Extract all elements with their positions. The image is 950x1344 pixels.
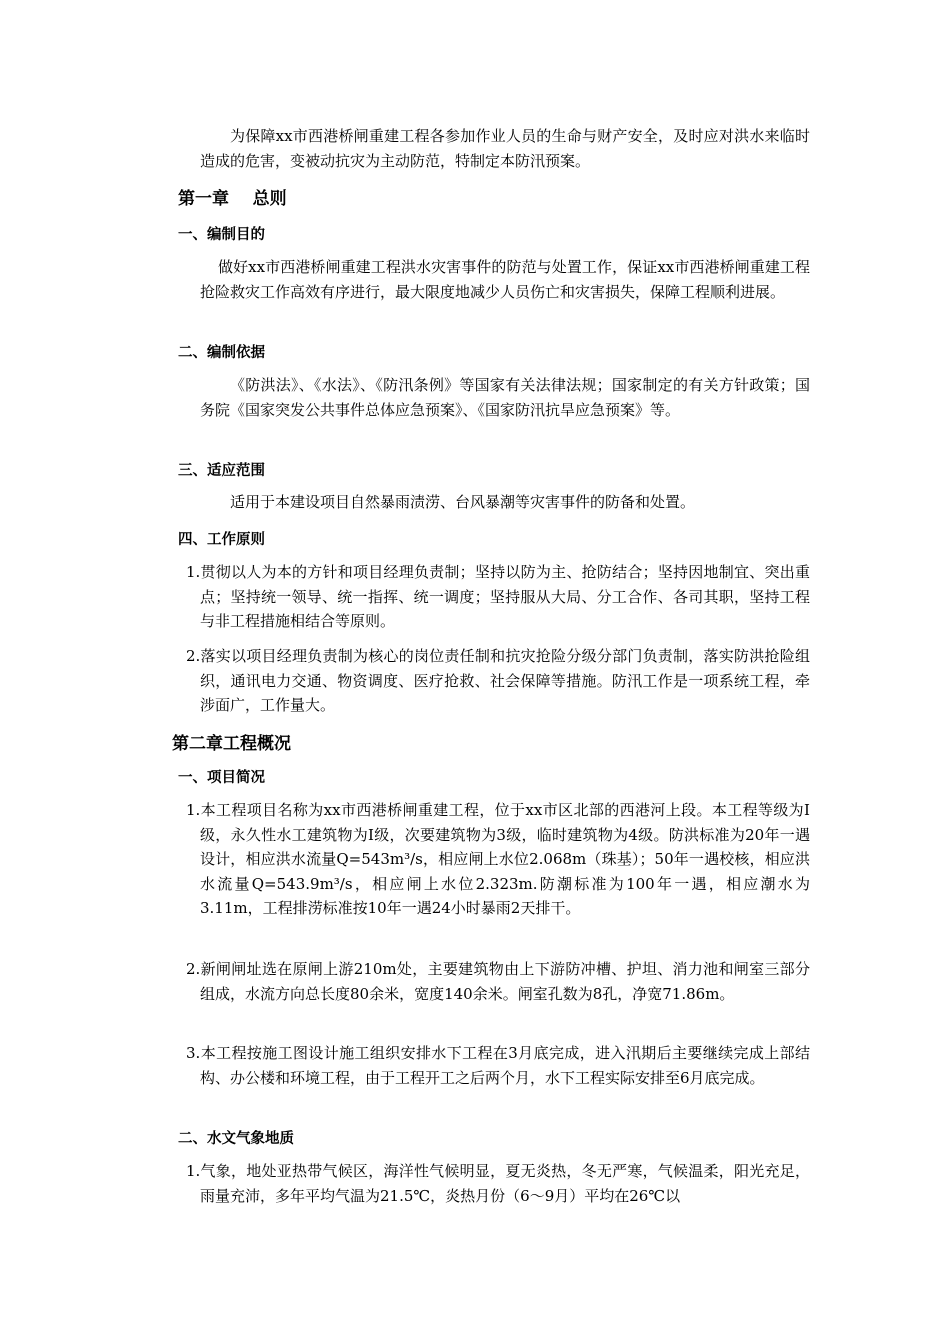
section-hydrology-heading: 二、水文气象地质	[178, 1131, 294, 1147]
chapter-1-title: 第一章 总则	[178, 189, 287, 209]
section-overview-heading: 一、项目简况	[178, 770, 265, 786]
section-basis-heading: 二、编制依据	[178, 345, 265, 361]
section-scope-text: 适用于本建设项目自然暴雨渍涝、台风暴潮等灾害事件的防备和处置。	[230, 493, 696, 511]
overview-item-2: 2.新闸闸址选在原闸上游210m处，主要建筑物由上下游防冲槽、护坦、消力池和闸室三部分组成，水流方向总长度80余米，宽度140余米。闸室孔数为8孔，净宽71.86m。	[186, 960, 810, 1003]
section-principles-heading: 四、工作原则	[178, 532, 265, 548]
overview-item-1: 1.本工程项目名称为xx市西港桥闸重建工程，位于xx市区北部的西港河上段。本工程等级为Ⅰ级，永久性水工建筑物为Ⅰ级，次要建筑物为3级，临时建筑物为4级。防洪标准为20年一遇设计，相应洪水流量Q=543m³/s，相应闸上水位2.068m（珠基）；50年一遇校核，相应洪水流量Q=543.9m³/s，相应闸上水位2.323m.防潮标准为100年一遇，相应潮水为3.11m，工程排涝标准按10年一遇24小时暴雨2天排干。	[186, 801, 810, 917]
section-basis-text: 《防洪法》、《水法》、《防汛条例》等国家有关法律法规；国家制定的有关方针政策；国务院《国家突发公共事件总体应急预案》、《国家防汛抗旱应急预案》等。	[200, 376, 810, 419]
intro-paragraph: 为保障xx市西港桥闸重建工程各参加作业人员的生命与财产安全，及时应对洪水来临时造成的危害，变被动抗灾为主动防范，特制定本防汛预案。	[200, 127, 810, 170]
chapter-2-title: 第二章工程概况	[172, 734, 291, 754]
section-purpose-heading: 一、编制目的	[178, 227, 265, 243]
section-purpose-text: 做好xx市西港桥闸重建工程洪水灾害事件的防范与处置工作，保证xx市西港桥闸重建工程抢险救灾工作高效有序进行，最大限度地减少人员伤亡和灾害损失，保障工程顺利进展。	[200, 258, 810, 301]
principles-item-1: 1.贯彻以人为本的方针和项目经理负责制；坚持以防为主、抢防结合；坚持因地制宜、突出重点；坚持统一领导、统一指挥、统一调度；坚持服从大局、分工合作、各司其职，坚持工程与非工程措施相结合等原则。	[186, 563, 810, 630]
section-scope-heading: 三、适应范围	[178, 463, 265, 479]
hydrology-item-1: 1.气象，地处亚热带气候区，海洋性气候明显，夏无炎热，冬无严寒，气候温柔，阳光充足，雨量充沛，多年平均气温为21.5℃，炎热月份（6～9月）平均在26℃以	[186, 1162, 810, 1205]
principles-item-2: 2.落实以项目经理负责制为核心的岗位责任制和抗灾抢险分级分部门负责制，落实防洪抢险组织，通讯电力交通、物资调度、医疗抢救、社会保障等措施。防汛工作是一项系统工程，牵涉面广，工作量大。	[186, 647, 810, 714]
overview-item-3: 3.本工程按施工图设计施工组织安排水下工程在3月底完成，进入汛期后主要继续完成上部结构、办公楼和环境工程，由于工程开工之后两个月，水下工程实际安排至6月底完成。	[186, 1044, 810, 1087]
